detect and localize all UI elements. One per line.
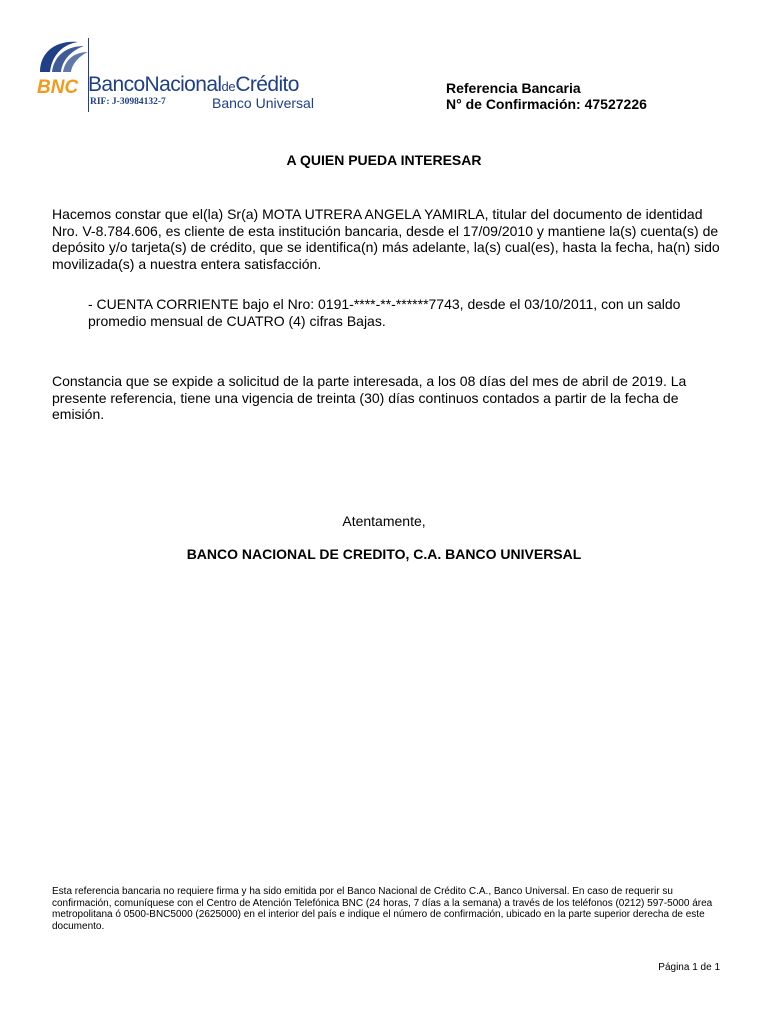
bank-logo — [34, 38, 324, 116]
confirmation-number: 47527226 — [584, 96, 647, 112]
document-title: A QUIEN PUEDA INTERESAR — [286, 152, 482, 168]
certification-paragraph: Hacemos constar que el(la) Sr(a) MOTA UTRERA ANGELA YAMIRLA, titular del documento de identidad Nro. V-8.784.606, es cliente de esta institución bancaria, desde el 17/09/2010 y mantiene la(s) cuenta(s) de depósito y/o tarjeta(s) de crédito, que se identifica(n) más adelante, la(s) cual(es), hasta la fecha, ha(n) sido movilizada(s) a nuestra entera satisfacción. — [52, 206, 720, 272]
confirmation-line — [446, 96, 647, 112]
footer-note: Esta referencia bancaria no requiere firma y ha sido emitida por el Banco Nacional de Crédito C.A., Banco Universal. En caso de requerir su confirmación, comuníquese con el Centro de Atención Telefónica BNC (24 horas, 7 días a la semana) a través de los teléfonos (0212) 597-5000 área metropolitana ó 0500-BNC5000 (2625000) en el interior del país e indique el número de confirmación, ubicado en la parte superior derecha de este documento. — [52, 886, 713, 932]
bank-subtitle: Banco Universal — [212, 95, 314, 111]
bnc-logo-icon — [34, 38, 90, 98]
bank-name-part1: BancoNacional — [88, 73, 222, 96]
account-line: - CUENTA CORRIENTE bajo el Nro: 0191-****-**-******7743, desde el 03/10/2011, con un saldo promedio mensual de CUATRO (4) cifras Bajas. — [88, 296, 681, 329]
validity-paragraph: Constancia que se expide a solicitud de la parte interesada, a los 08 días del mes de abril de 2019. La presente referencia, tiene una vigencia de treinta (30) días continuos contados a partir de la fecha de emisión. — [52, 373, 687, 422]
confirmation-label: N° de Confirmación: — [446, 96, 581, 112]
bank-name-part3: Crédito — [235, 73, 299, 96]
reference-label: Referencia Bancaria — [446, 80, 581, 96]
bank-rif: RIF: J-30984132-7 — [90, 97, 166, 107]
bank-name-part2: de — [221, 79, 236, 94]
closing-text: Atentamente, — [342, 513, 426, 529]
reference-block — [446, 80, 647, 112]
page-number: Página 1 de 1 — [658, 962, 720, 973]
bnc-initials: BNC — [37, 77, 79, 98]
signature-text: BANCO NACIONAL DE CREDITO, C.A. BANCO UNIVERSAL — [186, 546, 582, 562]
